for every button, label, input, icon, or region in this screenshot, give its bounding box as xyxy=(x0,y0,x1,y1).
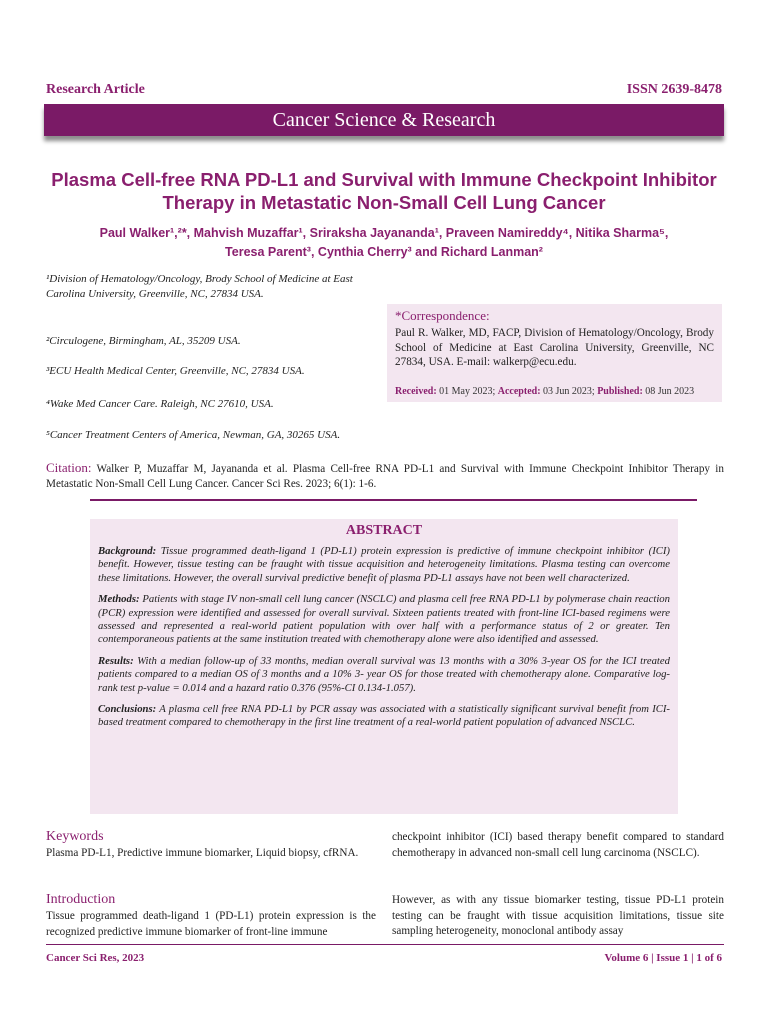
citation xyxy=(46,460,724,492)
journal-banner: Cancer Science & Research xyxy=(44,104,724,136)
right-column-paragraph-2: However, as with any tissue biomarker testing, tissue PD-L1 protein testing can be fraught with tissue acquisition limitations, tissue site sampling heterogeneity, monoclonal antibody assay xyxy=(392,894,724,937)
correspondence-title: *Correspondence: xyxy=(395,308,490,323)
footer-journal-citation: Cancer Sci Res, 2023 xyxy=(46,952,145,964)
citation-text: Walker P, Muzaffar M, Jayananda et al. Plasma Cell-free RNA PD-L1 and Survival with Immune Checkpoint Inhibitor Therapy in Metastatic Non-Small Cell Lung Cancer. Cancer Sci Res. 2023; 6(1): 1-6. xyxy=(46,463,724,490)
accepted-date: 03 Jun 2023; xyxy=(540,385,598,397)
background-label: Background: xyxy=(98,545,157,557)
author-list xyxy=(50,224,718,262)
footer-divider xyxy=(46,944,724,945)
author-line-1: Paul Walker¹,²*, Mahvish Muzaffar¹, Sriraksha Jayananda¹, Praveen Namireddy⁴, Nitika Sharma⁵, xyxy=(99,226,669,240)
keywords-text: Plasma PD-L1, Predictive immune biomarker, Liquid biopsy, cfRNA. xyxy=(46,847,359,859)
methods-text: Patients with stage IV non-small cell lung cancer (NSCLC) and plasma cell free RNA PD-L1 by polymerase chain reaction (PCR) expression were identified and assessed for overall survival. Sixteen patients treated with front-line ICI-based regimens were assessed and represented a real-world patient population with over half with a performance status of 2 or greater. Ten contemporaneous patients at the same institution treated with chemotherapy alone were also identified and assessed. xyxy=(98,593,670,646)
section-divider xyxy=(90,499,697,501)
affiliation-1: ¹Division of Hematology/Oncology, Brody School of Medicine at East Carolina University, Greenville, NC, 27834 USA. xyxy=(46,273,353,300)
abstract-results xyxy=(98,655,670,695)
published-date: 08 Jun 2023 xyxy=(642,385,695,397)
affiliation-2: ²Circulogene, Birmingham, AL, 35209 USA. xyxy=(46,335,241,347)
correspondence-box xyxy=(387,304,722,402)
introduction-text: Tissue programmed death-ligand 1 (PD-L1) protein expression is the recognized predictive immune biomarker of front-line immune xyxy=(46,910,376,938)
conclusions-text: A plasma cell free RNA PD-L1 by PCR assay was associated with a statistically significant survival benefit from ICI-based treatment compared to chemotherapy in the first line treatment of a real-world patient population of advanced NSCLC. xyxy=(98,703,670,729)
article-title: Plasma Cell-free RNA PD-L1 and Survival with Immune Checkpoint Inhibitor Therapy in Metastatic Non-Small Cell Lung Cancer xyxy=(51,169,717,213)
author-line-2: Teresa Parent³, Cynthia Cherry³ and Richard Lanman² xyxy=(225,245,543,259)
citation-label: Citation: xyxy=(46,460,92,475)
background-text: Tissue programmed death-ligand 1 (PD-L1) protein expression is predictive of immune checkpoint inhibitor (ICI) benefit. However, tissue testing can be fraught with tissue acquisition and heterogeneity limitations. Plasma testing can overcome these limitations. However, the overall survival predictive benefit of plasma PD-L1 assays have not been well characterized. xyxy=(98,545,670,584)
affiliation-3: ³ECU Health Medical Center, Greenville, NC, 27834 USA. xyxy=(46,365,305,377)
methods-label: Methods: xyxy=(98,593,140,606)
results-label: Results: xyxy=(98,654,134,667)
abstract-methods xyxy=(98,593,670,647)
abstract-conclusions xyxy=(98,703,670,730)
issn-label: ISSN 2639-8478 xyxy=(626,82,722,97)
affiliation-5: ⁵Cancer Treatment Centers of America, Newman, GA, 30265 USA. xyxy=(46,429,341,441)
results-text: With a median follow-up of 33 months, median overall survival was 13 months with a 30% 3-year OS for the ICI treated patients compared to a median OS of 3 months and a 10% 3- year OS for those treated with chemotherapy alone. Comparative log-rank test p-value = 0.014 and a hazard ratio 0.376 (95%-CI 0.134-1.057). xyxy=(98,654,670,694)
abstract-box xyxy=(90,519,678,814)
footer-page-info: Volume 6 | Issue 1 | 1 of 6 xyxy=(604,952,722,964)
publication-dates xyxy=(395,386,714,397)
keywords-heading: Keywords xyxy=(46,829,104,844)
received-label: Received: xyxy=(395,385,437,397)
correspondence-text: Paul R. Walker, MD, FACP, Division of Hematology/Oncology, Brody School of Medicine at East Carolina University, Greenville, NC 27834, USA. E-mail: walkerp@ecu.edu. xyxy=(395,327,714,368)
article-type-label: Research Article xyxy=(46,82,145,97)
accepted-label: Accepted: xyxy=(497,385,541,397)
abstract-heading: ABSTRACT xyxy=(345,523,423,538)
right-column-paragraph-1: checkpoint inhibitor (ICI) based therapy benefit compared to standard chemotherapy in advanced non-small cell lung carcinoma (NSCLC). xyxy=(392,831,724,859)
conclusions-label: Conclusions: xyxy=(98,703,157,716)
abstract-background xyxy=(98,545,670,585)
introduction-heading: Introduction xyxy=(46,892,116,907)
affiliation-4: ⁴Wake Med Cancer Care. Raleigh, NC 27610, USA. xyxy=(46,398,274,410)
published-label: Published: xyxy=(597,385,643,397)
received-date: 01 May 2023; xyxy=(436,385,498,397)
